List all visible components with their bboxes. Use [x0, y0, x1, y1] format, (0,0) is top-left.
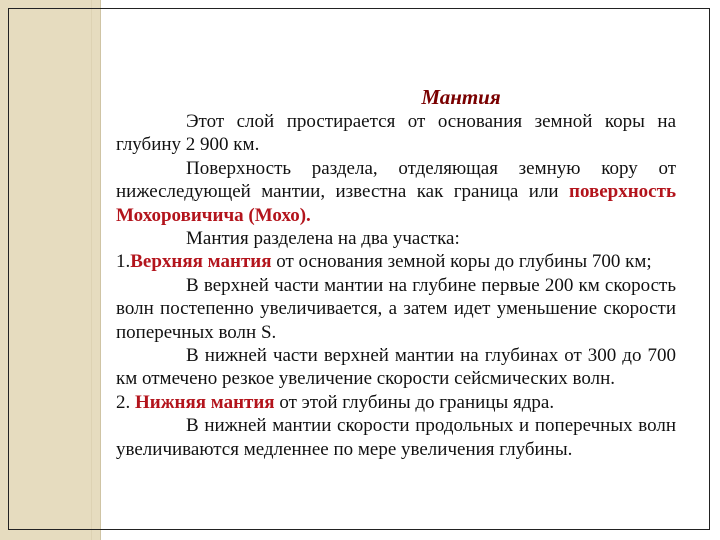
paragraph-division: Мантия разделена на два участка: — [186, 228, 460, 250]
lower-mantle-number: 2. — [116, 391, 135, 413]
paragraph-moho-text: Поверхность раздела, отделяющая земную кору от нижеследующей мантии, известна как граница или — [116, 157, 676, 203]
lower-mantle-text: от этой глубины до границы ядра. — [274, 391, 555, 413]
paragraph-depth: Этот слой простирается от основания земной коры на глубину 2 900 км. — [116, 111, 676, 156]
moho-term: поверхность Мохоровичича (Мохо). — [116, 181, 676, 226]
paragraph-lower-mantle — [116, 391, 676, 414]
paragraph-lower-velocity: В нижней мантии скорости продольных и поперечных волн увеличиваются медленнее по мере увеличения глубины. — [116, 415, 676, 460]
paragraph-lower-upper-velocity: В нижней части верхней мантии на глубинах от 300 до 700 км отмечено резкое увеличение скорости сейсмических волн. — [116, 345, 676, 390]
slide-title: Мантия — [421, 85, 501, 109]
upper-mantle-term: Верхняя мантия — [130, 251, 272, 273]
paragraph-moho — [116, 157, 676, 227]
paragraph-upper-velocity: В верхней части мантии на глубине первые 200 км скорость волн постепенно увеличивается, а затем идет уменьшение скорости поперечных волн S. — [116, 274, 676, 343]
slide-content — [116, 84, 676, 461]
upper-mantle-number: 1. — [116, 251, 131, 273]
paragraph-upper-mantle — [116, 250, 676, 273]
upper-mantle-text: от основания земной коры до глубины 700 км; — [271, 251, 652, 273]
lower-mantle-term: Нижняя мантия — [135, 391, 275, 413]
